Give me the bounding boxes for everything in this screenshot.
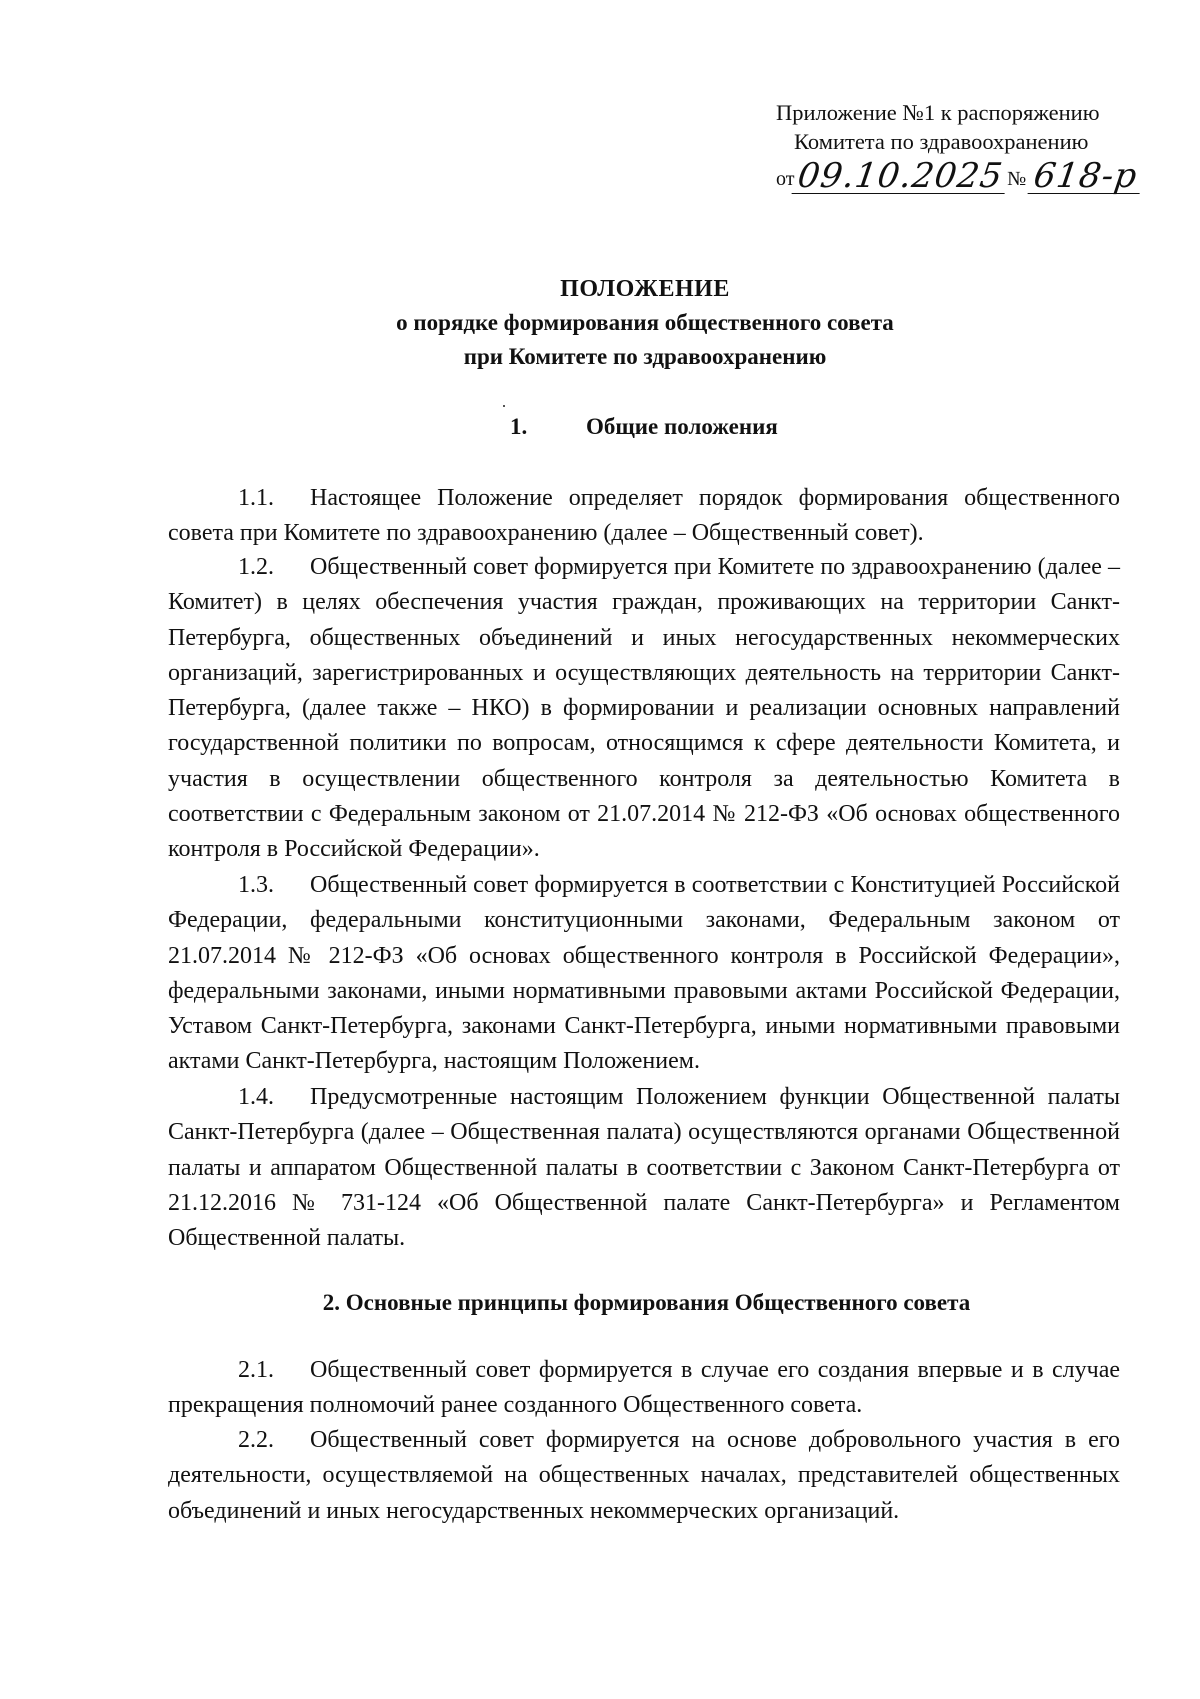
- handwritten-number: 618-р: [1028, 159, 1145, 194]
- paragraph-2-1: [168, 1353, 1120, 1424]
- appendix-header: [776, 98, 1142, 194]
- title-line-1: ПОЛОЖЕНИЕ: [560, 276, 730, 302]
- scan-speck: [503, 405, 505, 407]
- title-line-2: о порядке формирования общественного совета: [396, 310, 894, 335]
- appendix-line-2: Комитета по здравоохранению: [794, 129, 1089, 154]
- paragraph-text: Общественный совет формируется в соответствии с Конституцией Российской Федерации, федеральными конституционными законами, Федеральным законом от 21.07.2014 № 212-ФЗ «Об основах общественного контроля в Российской Федерации», федеральными законами, иными нормативными правовыми актами Российской Федерации, Уставом Санкт-Петербурга, законами Санкт-Петербурга, иными нормативными правовыми актами Санкт-Петербурга, настоящим Положением.: [168, 872, 1120, 1075]
- section-1-title: Общие положения: [586, 414, 778, 439]
- section-2-heading: 2. Основные принципы формирования Общественного совета: [322, 1290, 971, 1315]
- paragraph-2-2: [168, 1423, 1120, 1529]
- appendix-date-number: [776, 156, 1142, 194]
- paragraph-text: Общественный совет формируется в случае его создания впервые и в случае прекращения полномочий ранее созданного Общественного совета.: [168, 1357, 1120, 1419]
- paragraph-text: Общественный совет формируется при Комитете по здравоохранению (далее – Комитет) в целях обеспечения участия граждан, проживающих на территории Санкт-Петербурга, общественных объединений и иных негосударственных некоммерческих организаций, зарегистрированных и осуществляющих деятельность на территории Санкт-Петербурга, (далее также – НКО) в формировании и реализации основных направлений государственной политики по вопросам, относящимся к сфере деятельности Комитета, и участия в осуществлении общественного контроля за деятельностью Комитета в соответствии с Федеральным законом от 21.07.2014 № 212-ФЗ «Об основах общественного контроля в Российской Федерации».: [168, 554, 1120, 863]
- from-label: от: [776, 168, 795, 190]
- paragraph-number: 1.3.: [238, 872, 274, 898]
- paragraph-text: Настоящее Положение определяет порядок формирования общественного совета при Комитете по здравоохранению (далее – Общественный совет).: [168, 485, 1120, 547]
- paragraph-1-3: [168, 868, 1120, 1080]
- document-title: [0, 272, 1200, 374]
- paragraph-number: 1.1.: [238, 485, 274, 511]
- title-line-3: при Комитете по здравоохранению: [463, 344, 827, 369]
- paragraph-number: 2.2.: [238, 1427, 274, 1453]
- handwritten-date: 09.10.2025: [792, 159, 1010, 194]
- paragraph-1-1: [168, 481, 1120, 552]
- paragraph-text: Предусмотренные настоящим Положением функции Общественной палаты Санкт-Петербурга (далее – Общественная палата) осуществляются органами Общественной палаты и аппаратом Общественной палаты в соответствии с Законом Санкт-Петербурга от 21.12.2016 № 731-124 «Об Общественной палате Санкт-Петербурга» и Регламентом Общественной палаты.: [168, 1084, 1120, 1252]
- paragraph-number: 1.2.: [238, 554, 274, 580]
- paragraph-number: 1.4.: [238, 1084, 274, 1110]
- section-1-heading: [510, 414, 778, 440]
- paragraph-1-2: [168, 550, 1120, 868]
- paragraph-number: 2.1.: [238, 1357, 274, 1383]
- number-label: №: [1007, 168, 1027, 190]
- paragraph-text: Общественный совет формируется на основе добровольного участия в его деятельности, осуществляемой на общественных началах, представителей общественных объединений и иных негосударственных некоммерческих организаций.: [168, 1427, 1120, 1524]
- section-1-number: 1.: [510, 414, 528, 439]
- paragraph-1-4: [168, 1080, 1120, 1256]
- appendix-line-1: Приложение №1 к распоряжению: [776, 100, 1100, 125]
